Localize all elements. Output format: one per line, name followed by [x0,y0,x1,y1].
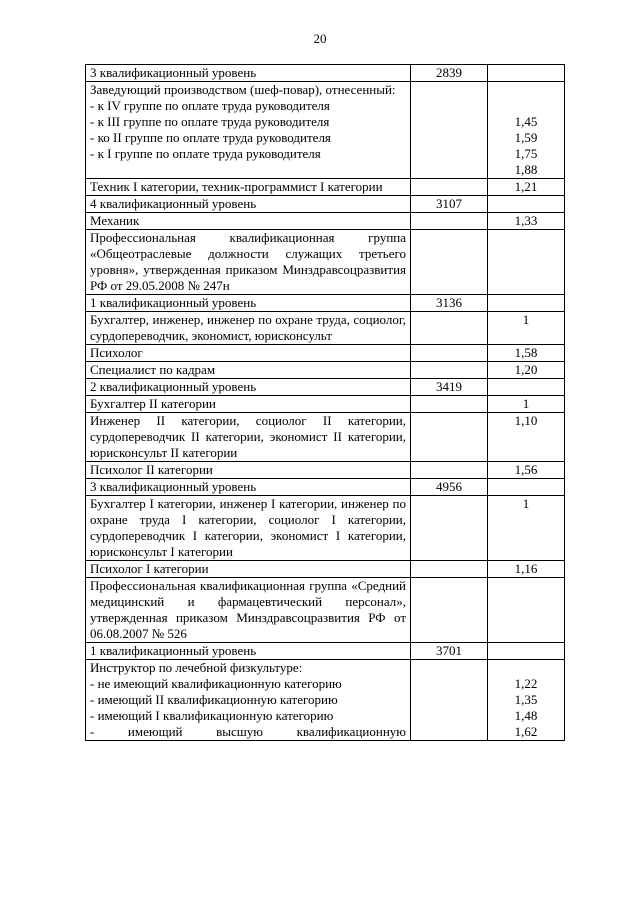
table-row [86,230,565,295]
row-text: - к III группе по оплате труда руководителя [90,114,330,129]
row-coef: 1,62 [514,724,538,739]
row-text: - имеющий высшую квалификационную [90,724,406,739]
row-coef [488,196,565,213]
row-text: Профессиональная квалификационная группа «Общеотраслевые должности служащих третьего уровня», утвержденная приказом Минздравсоцразвития РФ от 29.05.2008 № 247н [86,230,411,295]
row-text: - имеющий I квалификационную категорию [90,708,334,723]
row-text: Бухгалтер II категории [86,396,411,413]
row-salary [411,660,488,741]
row-coef: 1,22 [514,676,538,691]
row-salary: 3107 [411,196,488,213]
row-text: Психолог [86,345,411,362]
row-text: Бухгалтер, инженер, инженер по охране труда, социолог, сурдопереводчик, экономист, юрисконсульт [86,312,411,345]
row-salary [411,578,488,643]
row-text: Заведующий производством (шеф-повар), отнесенный: [90,82,396,97]
table-row [86,643,565,660]
row-coef: 1,21 [488,179,565,196]
table-row [86,578,565,643]
table-row [86,413,565,462]
row-coef: 1,58 [488,345,565,362]
row-coef [488,65,565,82]
row-text: - к IV группе по оплате труда руководителя [90,98,330,113]
row-text: Инженер II категории, социолог II категории, сурдопереводчик II категории, экономист II категории, юрисконсульт II категории [86,413,411,462]
table-row [86,196,565,213]
row-salary [411,312,488,345]
row-text: Техник I категории, техник-программист I категории [86,179,411,196]
row-salary [411,496,488,561]
table-row [86,82,565,179]
row-salary [411,82,488,179]
row-coef: 1,20 [488,362,565,379]
row-text: Специалист по кадрам [86,362,411,379]
row-coef: 1,10 [488,413,565,462]
row-salary [411,230,488,295]
table-row [86,496,565,561]
row-salary [411,362,488,379]
row-text: 1 квалификационный уровень [86,643,411,660]
row-salary [411,213,488,230]
row-coef: 1,88 [514,162,538,177]
table-row [86,213,565,230]
row-coef [488,479,565,496]
table-row [86,561,565,578]
table-row [86,462,565,479]
row-coef: 1,59 [514,130,538,145]
row-text: 3 квалификационный уровень [86,479,411,496]
row-salary: 3701 [411,643,488,660]
row-coef [488,578,565,643]
table-row [86,179,565,196]
table-row [86,65,565,82]
salary-coefficient-table [85,64,565,741]
row-text: Механик [86,213,411,230]
row-salary: 3136 [411,295,488,312]
row-coef: 1 [488,396,565,413]
row-coef: 1,75 [514,146,538,161]
row-text: Психолог I категории [86,561,411,578]
row-coef: 1,48 [514,708,538,723]
row-salary [411,179,488,196]
row-salary [411,561,488,578]
row-salary: 3419 [411,379,488,396]
row-text: Бухгалтер I категории, инженер I категории, инженер по охране труда I категории, социолог I категории, сурдопереводчик I категории, экономист I категории, юрисконсульт I категории [86,496,411,561]
row-coef [488,379,565,396]
row-text: - имеющий II квалификационную категорию [90,692,338,707]
table-row [86,362,565,379]
row-coef: 1 [488,312,565,345]
row-salary [411,413,488,462]
row-text: Профессиональная квалификационная группа «Средний медицинский и фармацевтический персонал», утвержденная приказом Минздравсоцразвития РФ от 06.08.2007 № 526 [86,578,411,643]
page-number: 20 [313,31,327,46]
row-salary: 2839 [411,65,488,82]
table-row [86,345,565,362]
row-text: 1 квалификационный уровень [86,295,411,312]
row-coef: 1,16 [488,561,565,578]
row-text: - не имеющий квалификационную категорию [90,676,342,691]
row-coef: 1,56 [488,462,565,479]
row-salary [411,462,488,479]
row-salary: 4956 [411,479,488,496]
row-coef: 1,33 [488,213,565,230]
row-text: 2 квалификационный уровень [86,379,411,396]
row-coef [488,295,565,312]
row-coef [488,643,565,660]
row-text: 3 квалификационный уровень [86,65,411,82]
row-coef: 1,45 [514,114,538,129]
row-text: Инструктор по лечебной физкультуре: [90,660,303,675]
table-row [86,379,565,396]
table-row [86,312,565,345]
table-row [86,660,565,741]
row-coef: 1,35 [514,692,538,707]
row-text: - к I группе по оплате труда руководителя [90,146,321,161]
row-text: - ко II группе по оплате труда руководителя [90,130,331,145]
table-row [86,479,565,496]
table-row [86,396,565,413]
table-row [86,295,565,312]
row-coef: 1 [488,496,565,561]
row-salary [411,396,488,413]
row-coef [488,230,565,295]
row-text: 4 квалификационный уровень [86,196,411,213]
row-salary [411,345,488,362]
row-text: Психолог II категории [86,462,411,479]
